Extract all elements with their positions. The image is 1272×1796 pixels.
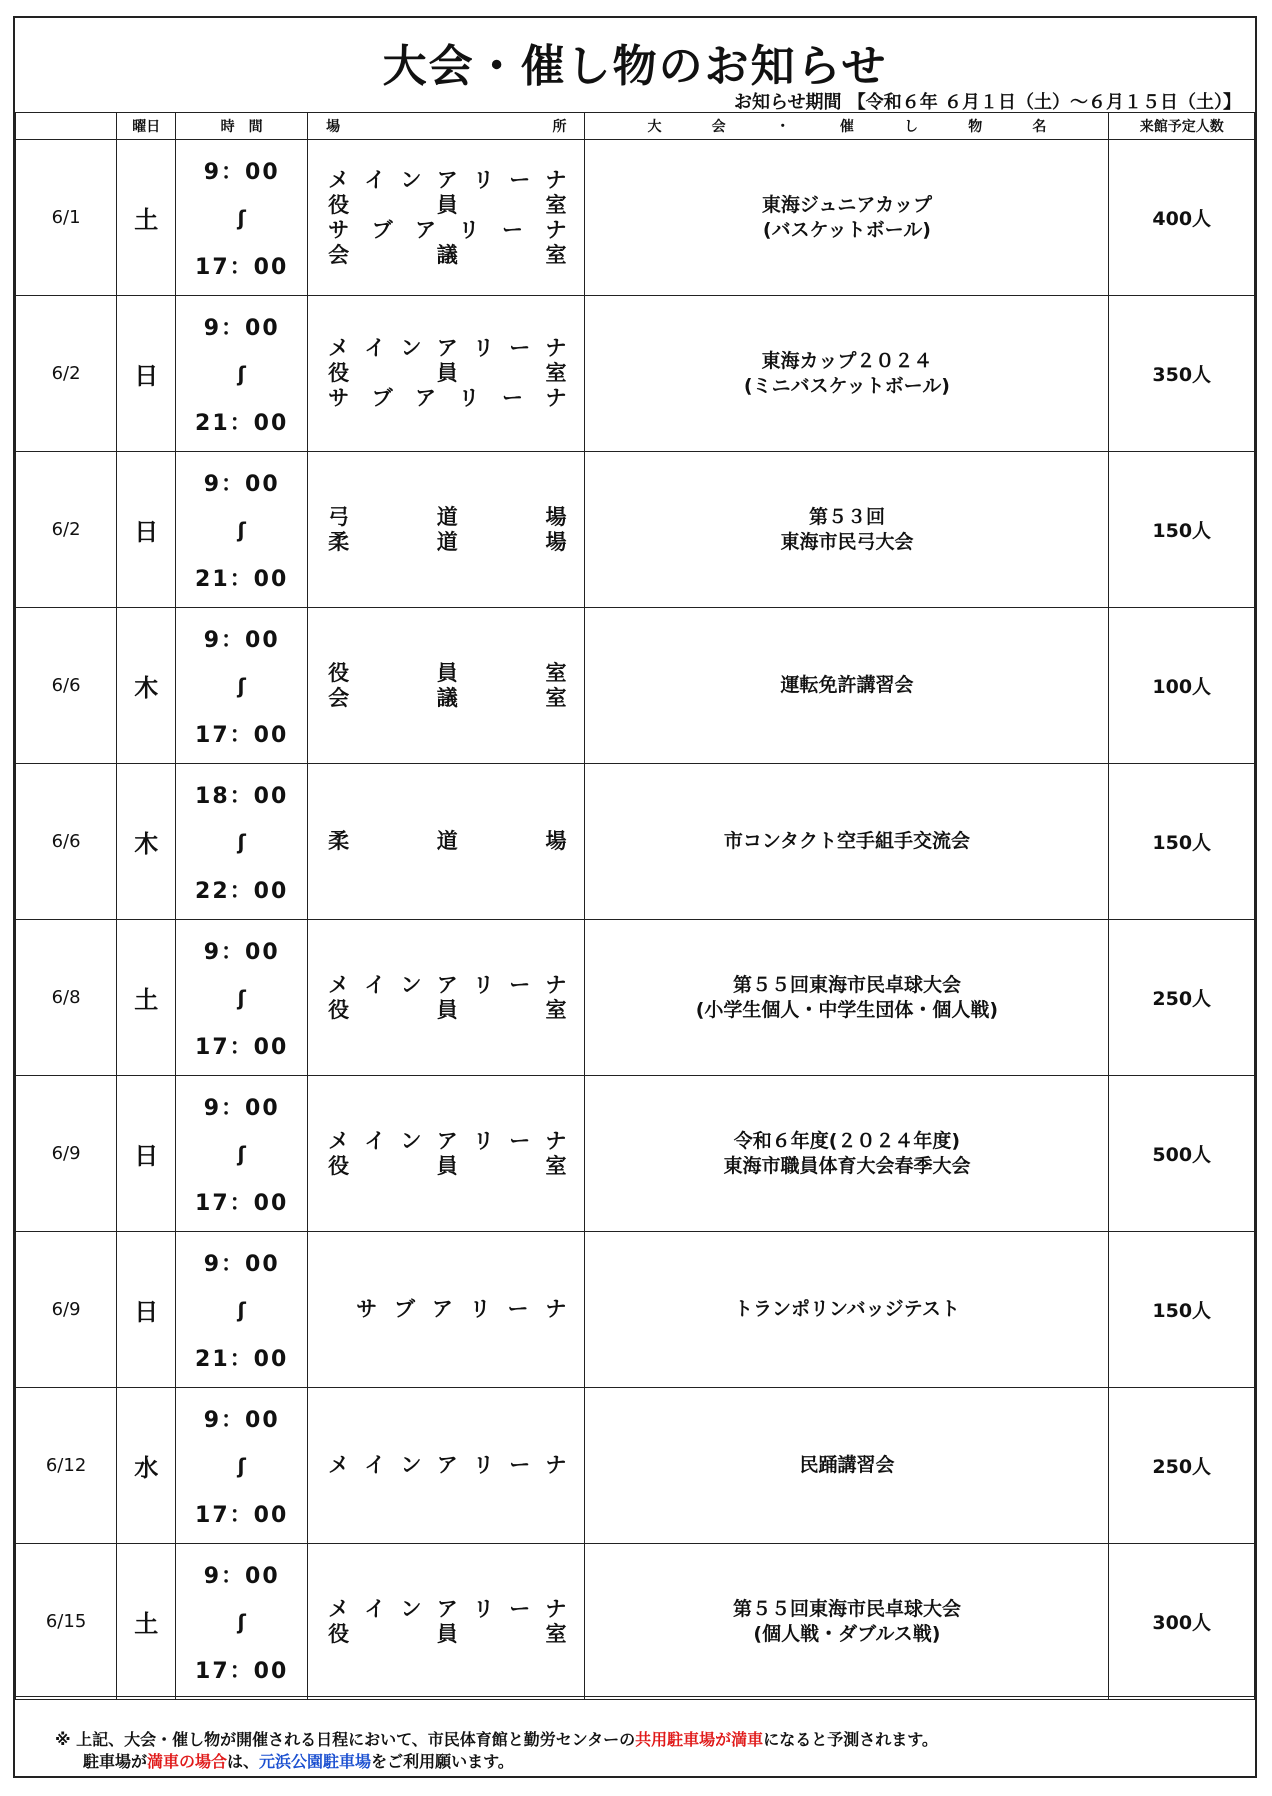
time-separator: ʃ (237, 205, 246, 230)
place-char: ア (415, 217, 437, 242)
weekday-cell: 水 (117, 1388, 176, 1544)
time-separator: ʃ (237, 829, 246, 854)
header-event-char: し (904, 119, 919, 135)
end-time: 17：00 (195, 722, 289, 748)
place-char: ー (509, 1596, 531, 1621)
header-event-char: ・ (775, 119, 790, 135)
start-time: 9：00 (203, 627, 280, 653)
attendance-cell: 400人 (1109, 140, 1255, 296)
event-cell (585, 608, 1109, 764)
place-char: リ (472, 1128, 494, 1153)
place-char: リ (472, 1596, 494, 1621)
place-char: ナ (545, 972, 567, 997)
place-char: リ (472, 167, 494, 192)
end-time: 21：00 (195, 410, 289, 436)
end-time: 17：00 (195, 254, 289, 280)
place-char: 議 (436, 685, 458, 710)
place-char: ア (436, 1128, 458, 1153)
place-char: メ (328, 336, 350, 360)
table-row (16, 764, 1255, 920)
time-separator: ʃ (237, 517, 246, 542)
start-time: 9：00 (203, 471, 280, 497)
time-separator: ʃ (237, 985, 246, 1010)
date-cell: 6/8 (16, 920, 117, 1076)
place-char: 員 (436, 997, 458, 1022)
time-separator: ʃ (237, 673, 246, 698)
note-highlight-blue: 元浜公園駐車場 (259, 1752, 372, 1771)
table-row (16, 1076, 1255, 1232)
place-line (308, 998, 584, 1023)
end-time: 17：00 (195, 1502, 289, 1528)
header-event-char: 名 (1032, 119, 1047, 135)
place-line (308, 829, 584, 854)
event-cell (585, 452, 1109, 608)
time-cell (176, 1232, 308, 1388)
place-char: リ (472, 972, 494, 997)
place-cell (308, 452, 585, 608)
end-time: 21：00 (195, 1346, 289, 1372)
time-cell (176, 140, 308, 296)
weekday-cell: 木 (117, 764, 176, 920)
time-cell (176, 1544, 308, 1700)
place-char: 道 (436, 504, 458, 529)
place-line (308, 218, 584, 243)
place-line (308, 973, 584, 998)
place-char: ナ (545, 336, 567, 360)
start-time: 9：00 (203, 159, 280, 185)
attendance-cell: 250人 (1109, 1388, 1255, 1544)
time-cell (176, 296, 308, 452)
parking-note-2 (83, 1749, 514, 1772)
event-cell (585, 296, 1109, 452)
event-name-line: 令和６年度(２０２４年度) (733, 1129, 961, 1152)
time-cell (176, 452, 308, 608)
attendance-cell: 250人 (1109, 920, 1255, 1076)
table-row (16, 608, 1255, 764)
place-char: 道 (436, 829, 458, 853)
event-name-line: 東海市職員体育大会春季大会 (723, 1154, 971, 1177)
place-char: ナ (545, 1596, 567, 1621)
date-cell: 6/2 (16, 296, 117, 452)
weekday-cell: 日 (117, 1076, 176, 1232)
place-line (308, 193, 584, 218)
place-char: イ (364, 336, 386, 360)
end-time: 17：00 (195, 1034, 289, 1060)
footer-notes (15, 1696, 1255, 1776)
header-event-char: 大 (647, 119, 662, 135)
time-cell (176, 920, 308, 1076)
weekday-cell: 日 (117, 296, 176, 452)
end-time: 22：00 (195, 878, 289, 904)
start-time: 9：00 (203, 1563, 280, 1589)
date-cell: 6/9 (16, 1232, 117, 1388)
place-line (308, 168, 584, 193)
parking-note-1 (55, 1727, 938, 1750)
event-name-line: (ミニバスケットボール) (743, 374, 950, 397)
weekday-cell: 土 (117, 140, 176, 296)
header-date (16, 113, 117, 140)
place-char: ン (400, 1128, 422, 1153)
page-title: 大会・催し物のお知らせ (382, 41, 888, 92)
place-cell (308, 920, 585, 1076)
weekday-cell: 土 (117, 920, 176, 1076)
place-char: 役 (328, 997, 350, 1022)
place-char: 場 (545, 504, 567, 529)
attendance-cell: 300人 (1109, 1544, 1255, 1700)
date-cell: 6/6 (16, 764, 117, 920)
event-name-line: 運転免許講習会 (780, 674, 914, 696)
schedule-body (16, 140, 1255, 1700)
place-char: ア (436, 972, 458, 997)
place-char: 会 (328, 685, 350, 710)
place-char: ナ (545, 1128, 567, 1153)
place-char: イ (364, 167, 386, 192)
place-char: ー (507, 1297, 529, 1321)
event-name-line: 第５３回 (808, 505, 885, 528)
attendance-cell: 100人 (1109, 608, 1255, 764)
event-name-line: (個人戦・ダブルス戦) (753, 1622, 941, 1645)
place-char: ン (400, 1596, 422, 1621)
place-char: ン (400, 167, 422, 192)
place-char: 員 (436, 361, 458, 385)
place-line (308, 361, 584, 386)
place-char: ン (400, 1453, 422, 1477)
place-char: ー (509, 1128, 531, 1153)
place-char: メ (328, 1128, 350, 1153)
date-cell: 6/12 (16, 1388, 117, 1544)
time-separator: ʃ (237, 1609, 246, 1634)
place-char: サ (328, 386, 350, 410)
event-name-line: 東海ジュニアカップ (761, 193, 933, 216)
place-char: 室 (545, 1621, 567, 1646)
date-cell: 6/9 (16, 1076, 117, 1232)
event-cell (585, 1388, 1109, 1544)
place-char: 役 (328, 1153, 350, 1178)
place-char: 室 (545, 685, 567, 710)
place-char: ー (509, 336, 531, 360)
event-name-line: 第５５回東海市民卓球大会 (732, 973, 961, 996)
place-line (308, 1129, 584, 1154)
start-time: 9：00 (203, 939, 280, 965)
place-line (308, 686, 584, 711)
note-highlight-red: 共用駐車場が満車 (635, 1730, 764, 1749)
event-cell (585, 920, 1109, 1076)
place-char: ア (436, 336, 458, 360)
place-char: メ (328, 1453, 350, 1477)
table-row (16, 452, 1255, 608)
place-cell (308, 1388, 585, 1544)
event-cell (585, 764, 1109, 920)
time-separator: ʃ (237, 1453, 246, 1478)
time-separator: ʃ (237, 1141, 246, 1166)
weekday-cell: 日 (117, 1232, 176, 1388)
place-char: 室 (545, 660, 567, 685)
place-char: サ (356, 1297, 378, 1321)
place-char: 会 (328, 242, 350, 267)
event-name-line: (小学生個人・中学生団体・個人戦) (695, 998, 999, 1021)
event-name-line: 民踊講習会 (799, 1454, 895, 1476)
time-cell (176, 1388, 308, 1544)
event-cell (585, 1544, 1109, 1700)
time-cell (176, 608, 308, 764)
note-text: は、 (227, 1752, 260, 1771)
start-time: 9：00 (203, 315, 280, 341)
place-char: 室 (545, 1153, 567, 1178)
table-row (16, 1388, 1255, 1544)
time-cell (176, 764, 308, 920)
place-char: リ (458, 386, 480, 410)
place-char: ー (501, 386, 523, 410)
event-name-line: 東海カップ２０２４ (761, 349, 933, 372)
note-text: をご利用願います。 (371, 1752, 514, 1771)
place-char: イ (364, 1128, 386, 1153)
table-row (16, 1232, 1255, 1388)
place-line (308, 530, 584, 555)
place-char: 室 (545, 997, 567, 1022)
place-char: 役 (328, 1621, 350, 1646)
place-line (308, 1154, 584, 1179)
place-char: ン (400, 972, 422, 997)
place-cell (308, 140, 585, 296)
place-char: 場 (545, 529, 567, 554)
place-char: 室 (545, 192, 567, 217)
attendance-cell: 150人 (1109, 1232, 1255, 1388)
start-time: 18：00 (195, 783, 289, 809)
note-text: 駐車場が (83, 1752, 148, 1771)
header-place (308, 113, 585, 140)
place-char: イ (364, 1596, 386, 1621)
place-line (308, 505, 584, 530)
place-char: メ (328, 972, 350, 997)
place-char: リ (472, 336, 494, 360)
table-row (16, 140, 1255, 296)
place-char: ナ (545, 217, 567, 242)
place-char: 役 (328, 361, 350, 385)
event-name-line: トランポリンバッジテスト (733, 1298, 960, 1320)
place-char: ブ (393, 1297, 415, 1321)
place-char: 員 (436, 192, 458, 217)
place-char: ア (436, 1453, 458, 1477)
place-char: ー (509, 167, 531, 192)
event-name-line: 市コンタクト空手組手交流会 (723, 830, 971, 852)
start-time: 9：00 (203, 1095, 280, 1121)
place-char: リ (472, 1453, 494, 1477)
place-char: 場 (545, 829, 567, 853)
place-char: リ (458, 217, 480, 242)
place-char: ナ (545, 1453, 567, 1477)
header-place-char: 場 (326, 119, 341, 135)
attendance-cell: 350人 (1109, 296, 1255, 452)
end-time: 17：00 (195, 1190, 289, 1216)
event-cell (585, 140, 1109, 296)
place-cell (308, 1544, 585, 1700)
place-char: 員 (436, 1621, 458, 1646)
place-char: 役 (328, 192, 350, 217)
place-char: ー (501, 217, 523, 242)
table-row (16, 920, 1255, 1076)
time-separator: ʃ (237, 1297, 246, 1322)
event-cell (585, 1076, 1109, 1232)
place-cell (308, 1232, 585, 1388)
header-time: 時 間 (176, 113, 308, 140)
place-cell (308, 296, 585, 452)
place-cell (308, 1076, 585, 1232)
place-char: ア (436, 1596, 458, 1621)
place-char: ー (509, 1453, 531, 1477)
place-char: ブ (371, 217, 393, 242)
table-row (16, 296, 1255, 452)
weekday-cell: 木 (117, 608, 176, 764)
place-char: イ (364, 972, 386, 997)
place-char: メ (328, 1596, 350, 1621)
place-char: ア (436, 167, 458, 192)
date-cell: 6/6 (16, 608, 117, 764)
time-cell (176, 1076, 308, 1232)
place-char: ア (415, 386, 437, 410)
header-event-char: 催 (839, 119, 854, 135)
place-char: 柔 (328, 529, 350, 554)
place-char: 室 (545, 361, 567, 385)
place-char: イ (364, 1453, 386, 1477)
weekday-cell: 日 (117, 452, 176, 608)
place-cell (308, 608, 585, 764)
header-place-char: 所 (552, 119, 567, 135)
schedule-table (15, 112, 1255, 1700)
header-event (585, 113, 1109, 140)
table-row (16, 1544, 1255, 1700)
end-time: 17：00 (195, 1658, 289, 1684)
note-text: ※ 上記、大会・催し物が開催される日程において、市民体育館と勤労センターの (55, 1730, 636, 1749)
place-line (308, 386, 584, 411)
time-separator: ʃ (237, 361, 246, 386)
place-char: ブ (371, 386, 393, 410)
place-char: ナ (545, 1297, 567, 1321)
date-cell: 6/2 (16, 452, 117, 608)
header-count: 来館予定人数 (1109, 113, 1255, 140)
place-char: メ (328, 167, 350, 192)
date-cell: 6/1 (16, 140, 117, 296)
header-event-char: 会 (711, 119, 726, 135)
place-char: リ (469, 1297, 491, 1321)
place-char: ン (400, 336, 422, 360)
weekday-cell: 土 (117, 1544, 176, 1700)
event-name-line: 第５５回東海市民卓球大会 (732, 1597, 961, 1620)
place-char: 柔 (328, 829, 350, 853)
place-line (308, 1597, 584, 1622)
notice-sheet (13, 16, 1257, 1778)
place-line (308, 1453, 584, 1478)
note-highlight-red: 満車の場合 (147, 1752, 228, 1771)
place-line (308, 1297, 584, 1322)
attendance-cell: 500人 (1109, 1076, 1255, 1232)
place-char: 弓 (328, 504, 350, 529)
place-char: 員 (436, 1153, 458, 1178)
place-char: サ (328, 217, 350, 242)
place-cell (308, 764, 585, 920)
place-char: 員 (436, 660, 458, 685)
place-char: 議 (436, 242, 458, 267)
place-char: ナ (545, 167, 567, 192)
place-char: ナ (545, 386, 567, 410)
event-cell (585, 1232, 1109, 1388)
attendance-cell: 150人 (1109, 452, 1255, 608)
place-char: 道 (436, 529, 458, 554)
date-cell: 6/15 (16, 1544, 117, 1700)
event-name-line: 東海市民弓大会 (780, 530, 914, 553)
notice-period: お知らせ期間 【令和６年 ６月１日（土）～６月１５日（土）】 (734, 92, 1241, 113)
start-time: 9：00 (203, 1251, 280, 1277)
header-dow: 曜日 (117, 113, 176, 140)
place-char: 役 (328, 660, 350, 685)
attendance-cell: 150人 (1109, 764, 1255, 920)
place-char: 室 (545, 242, 567, 267)
place-line (308, 243, 584, 268)
place-char: ア (431, 1297, 453, 1321)
place-char: ー (509, 972, 531, 997)
start-time: 9：00 (203, 1407, 280, 1433)
note-text: になると予測されます。 (763, 1730, 938, 1749)
end-time: 21：00 (195, 566, 289, 592)
place-line (308, 661, 584, 686)
header-event-char: 物 (968, 119, 983, 135)
table-header-row (16, 113, 1255, 140)
place-line (308, 1622, 584, 1647)
event-name-line: (バスケットボール) (762, 218, 931, 241)
place-line (308, 336, 584, 361)
